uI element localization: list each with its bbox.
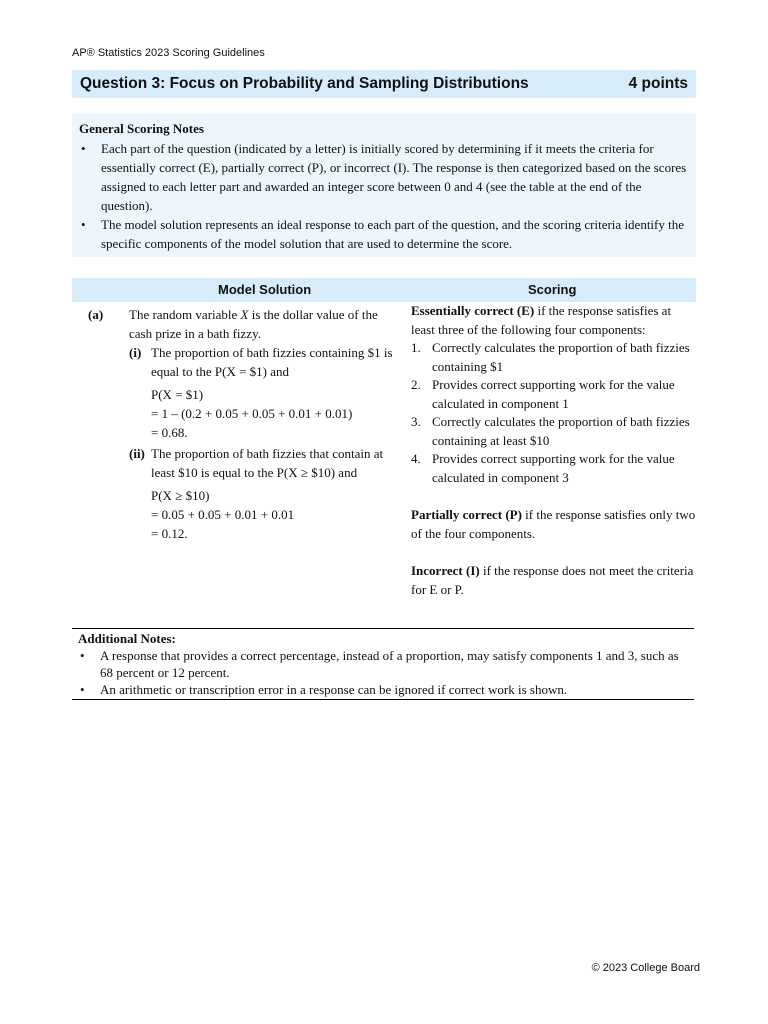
sub-part-i-text: The proportion of bath fizzies containing $1 is equal to the P(X = $1) and: [151, 345, 393, 379]
incorrect-criteria: Incorrect (I) if the response does not meet the criteria for E or P.: [411, 563, 694, 597]
additional-notes: [72, 628, 694, 700]
equation-line: = 0.05 + 0.05 + 0.01 + 0.01: [151, 507, 295, 522]
additional-notes-heading: Additional Notes:: [78, 631, 176, 646]
general-note-item: • Each part of the question (indicated by a letter) is initially scored by determining if it meets the criteria for essentially correct (E), partially correct (P), or incorrect (I). The response is then categorized based on the scores assigned to each letter part and awarded an integer score between 0 and 4 (see the table at the end of the question).: [79, 139, 689, 215]
component-item: 1. Correctly calculates the proportion of bath fizzies containing $1: [411, 340, 690, 374]
part-a-intro: The random variable X is the dollar value of the cash prize in a bath fizzy.: [129, 307, 378, 341]
question-title: Question 3: Focus on Probability and Sampling Distributions: [80, 75, 529, 92]
additional-note-item: • An arithmetic or transcription error in a response can be ignored if correct work is shown.: [78, 681, 688, 698]
equation-line: P(X = $1): [151, 387, 204, 402]
question-title-bar: [72, 70, 696, 98]
component-item: 2. Provides correct supporting work for the value calculated in component 1: [411, 377, 675, 411]
sub-part-ii: [129, 444, 404, 482]
sub-part-ii-text: The proportion of bath fizzies that contain at least $10 is equal to the P(X ≥ $10) and: [151, 446, 384, 480]
general-notes-heading: General Scoring Notes: [79, 121, 204, 136]
model-solution-text: [129, 305, 404, 543]
components-list: [411, 339, 696, 487]
scoring-cell: [411, 302, 696, 599]
copyright-footer: © 2023 College Board: [591, 962, 700, 974]
general-scoring-notes: [72, 114, 696, 257]
additional-notes-list: [78, 647, 688, 698]
general-note-item: • The model solution represents an ideal response to each part of the question, and the scoring criteria identify the specific components of the model solution that are used to determine the score.: [79, 215, 689, 253]
equation-line: = 1 – (0.2 + 0.05 + 0.05 + 0.01 + 0.01): [151, 406, 353, 421]
essentially-correct-criteria: Essentially correct (E) if the response satisfies at least three of the following four components:: [411, 303, 672, 337]
model-solution-header: Model Solution: [218, 282, 312, 297]
additional-note-item: • A response that provides a correct percentage, instead of a proportion, may satisfy components 1 and 3, such as 68 percent or 12 percent.: [78, 647, 688, 681]
equation-line: P(X ≥ $10): [151, 488, 210, 503]
sub-part-i-label: (i): [129, 345, 142, 360]
partially-correct-criteria: Partially correct (P) if the response satisfies only two of the four components.: [411, 507, 696, 541]
scoring-header: Scoring: [528, 282, 577, 297]
sub-part-ii-label: (ii): [129, 446, 145, 461]
question-points: 4 points: [628, 75, 688, 92]
component-item: 3. Correctly calculates the proportion of bath fizzies containing at least $10: [411, 414, 690, 448]
running-header: AP® Statistics 2023 Scoring Guidelines: [72, 47, 265, 59]
sub-part-i: [129, 343, 404, 381]
table-header: [72, 278, 696, 302]
general-notes-list: [79, 139, 689, 253]
equation-line: = 0.68.: [151, 425, 188, 440]
equation-line: = 0.12.: [151, 526, 188, 541]
component-item: 4. Provides correct supporting work for the value calculated in component 3: [411, 451, 675, 485]
part-label: (a): [88, 307, 104, 322]
